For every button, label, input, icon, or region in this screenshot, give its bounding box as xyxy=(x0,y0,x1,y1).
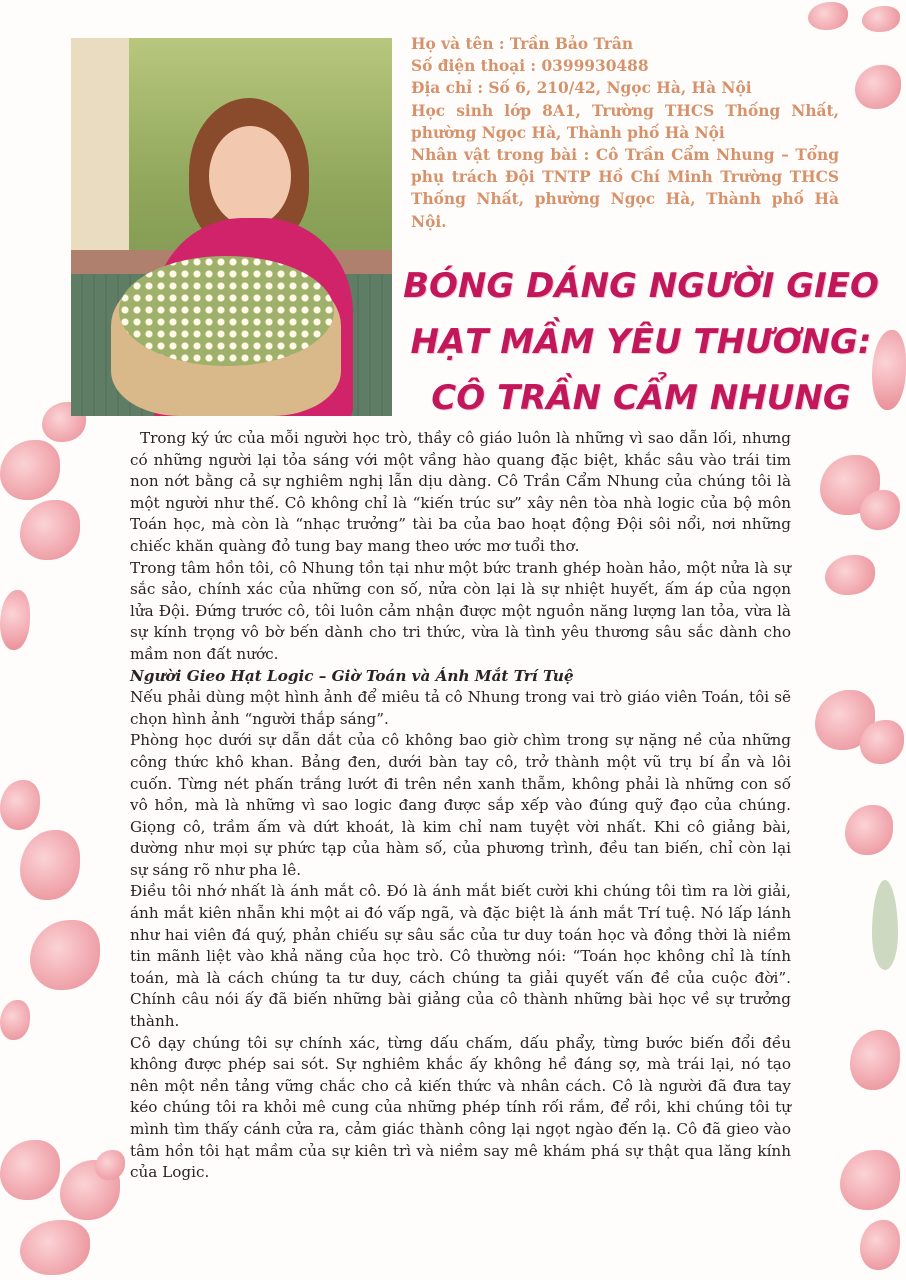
blossom-decoration xyxy=(20,500,80,560)
author-school: Học sinh lớp 8A1, Trường THCS Thống Nhất, phường Ngọc Hà, Thành phố Hà Nội xyxy=(411,101,839,142)
blossom-decoration xyxy=(0,780,40,830)
section-heading: Người Gieo Hạt Logic – Giờ Toán và Ánh Mắt Trí Tuệ xyxy=(130,666,574,685)
author-info xyxy=(411,33,839,233)
blossom-decoration xyxy=(860,720,904,764)
title-line: BÓNG DÁNG NGƯỜI GIEO xyxy=(403,266,879,306)
paragraph: Nếu phải dùng một hình ảnh để miêu tả cô Nhung trong vai trò giáo viên Toán, tôi sẽ chọn hình ảnh “người thắp sáng”. xyxy=(130,688,791,728)
blossom-decoration xyxy=(840,1150,900,1210)
title-line: HẠT MẦM YÊU THƯƠNG: xyxy=(410,322,872,362)
paragraph: Phòng học dưới sự dẫn dắt của cô không bao giờ chìm trong sự nặng nề của những công thức khô khan. Bảng đen, dưới bàn tay cô, trở thành một vũ trụ bí ẩn và lôi cuốn. Từng nét phấn trắng lướt đi trên nền xanh thẫm, không phải là những con số vô hồn, mà là những vì sao logic đang được sắp xếp vào đúng quỹ đạo của chúng. Giọng cô, trầm ấm và dứt khoát, là kim chỉ nam tuyệt vời nhất. Khi cô giảng bài, dường như mọi sự phức tạp của hàm số, của phương trình, đều tan biến, chỉ còn lại sự sáng rõ như pha lê. xyxy=(130,731,791,879)
paragraph: Trong ký ức của mỗi người học trò, thầy cô giáo luôn là những vì sao dẫn lối, nhưng có những người lại tỏa sáng với một vầng hào quang đặc biệt, khắc sâu vào trái tim non nớt bằng cả sự nghiêm nghị lẫn dịu dàng. Cô Trần Cẩm Nhung của chúng tôi là một người như thế. Cô không chỉ là “kiến trúc sư” xây nên tòa nhà logic của bộ môn Toán học, mà còn là “nhạc trưởng” tài ba của bao hoạt động Đội sôi nổi, nơi những chiếc khăn quàng đỏ tung bay mang theo ước mơ tuổi thơ. xyxy=(130,429,791,555)
blossom-decoration xyxy=(860,1220,900,1270)
blossom-decoration xyxy=(825,555,875,595)
blossom-decoration xyxy=(850,1030,900,1090)
blossom-decoration xyxy=(20,830,80,900)
blossom-decoration xyxy=(0,590,30,650)
blossom-decoration xyxy=(0,1000,30,1040)
title-line: CÔ TRẦN CẨM NHUNG xyxy=(431,378,851,418)
blossom-decoration xyxy=(0,440,60,500)
leaf-decoration xyxy=(872,880,898,970)
blossom-decoration xyxy=(30,920,100,990)
blossom-decoration xyxy=(860,490,900,530)
article-subject: Nhân vật trong bài : Cô Trần Cẩm Nhung – Tổng phụ trách Đội TNTP Hồ Chí Minh Trường THCS Thống Nhất, phường Ngọc Hà, Thành phố Hà Nội. xyxy=(411,146,839,231)
blossom-decoration xyxy=(862,6,900,32)
blossom-decoration xyxy=(20,1220,90,1275)
author-name: Họ và tên : Trần Bảo Trân xyxy=(411,35,634,53)
paragraph: Trong tâm hồn tôi, cô Nhung tồn tại như một bức tranh ghép hoàn hảo, một nửa là sự sắc sảo, chính xác của những con số, nửa còn lại là sự nhiệt huyết, ấm áp của ngọn lửa Đội. Đứng trước cô, tôi luôn cảm nhận được một nguồn năng lượng lan tỏa, vừa là sự kính trọng vô bờ bến dành cho tri thức, vừa là tình yêu thương sâu sắc dành cho mầm non đất nước. xyxy=(130,558,791,663)
paragraph: Cô dạy chúng tôi sự chính xác, từng dấu chấm, dấu phẩy, từng bước biến đổi đều không được phép sai sót. Sự nghiêm khắc ấy không hề đáng sợ, mà trái lại, nó tạo nên một nền tảng vững chắc cho cả kiến thức và nhân cách. Cô là người đã đưa tay kéo chúng tôi ra khỏi mê cung của những phép tính rối rắm, để rồi, khi chúng tôi tự mình tìm thấy cánh cửa ra, cảm giác thành công lại ngọt ngào đến lạ. Cô đã gieo vào tâm hồn tôi hạt mầm của sự kiên trì và niềm say mê khám phá sự thật qua lăng kính của Logic. xyxy=(130,1033,791,1182)
article-title xyxy=(398,258,884,426)
blossom-decoration xyxy=(808,2,848,30)
blossom-decoration xyxy=(855,65,901,109)
paragraph: Điều tôi nhớ nhất là ánh mắt cô. Đó là ánh mắt biết cười khi chúng tôi tìm ra lời giải, ánh mắt kiên nhẫn khi một ai đó vấp ngã, và đặc biệt là ánh mắt Trí tuệ. Nó lấp lánh như hai viên đá quý, phản chiếu sự sâu sắc của tư duy toán học và đồng thời là niềm tin mãnh liệt vào khả năng của học trò. Cô thường nói: “Toán học không chỉ là tính toán, mà là cách chúng ta tư duy, cách chúng ta giải quyết vấn đề của cuộc đời”. Chính câu nói ấy đã biến những bài giảng của cô thành những bài học về sự trưởng thành. xyxy=(130,882,791,1031)
author-phone: Số điện thoại : 0399930488 xyxy=(411,57,649,76)
blossom-decoration xyxy=(845,805,893,855)
article-body xyxy=(130,428,791,1184)
portrait-photo xyxy=(71,38,392,416)
author-address: Địa chỉ : Số 6, 210/42, Ngọc Hà, Hà Nội xyxy=(411,79,752,98)
blossom-decoration xyxy=(0,1140,60,1200)
blossom-decoration xyxy=(95,1150,125,1180)
